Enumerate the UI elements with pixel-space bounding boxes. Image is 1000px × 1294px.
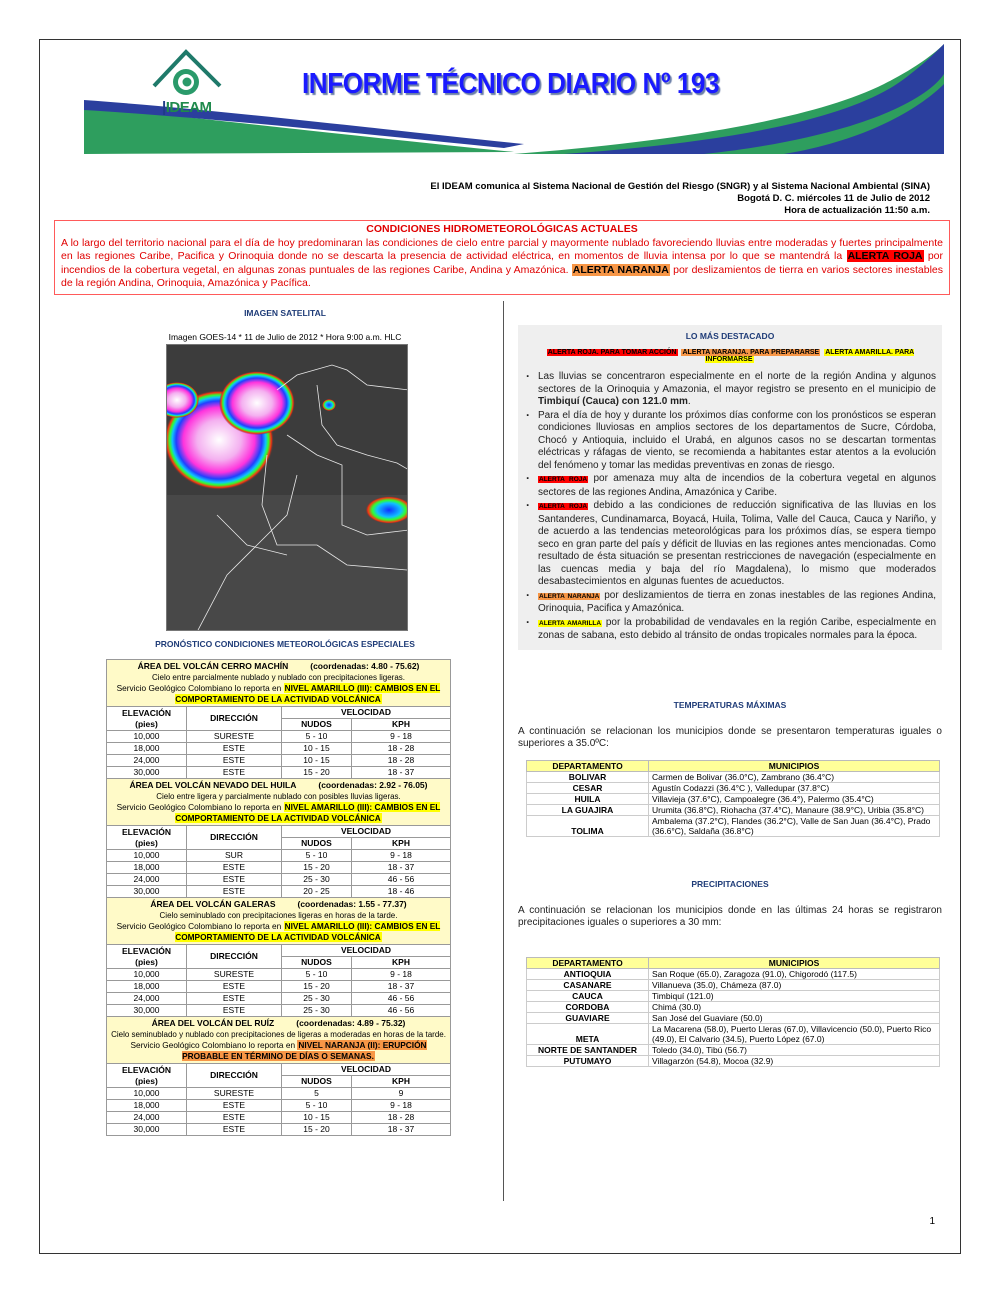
table-cell: 30,000 <box>107 1124 187 1136</box>
municipalities-cell: Ambalema (37.2°C), Flandes (36.2°C), Valle de San Juan (36.4°C), Prado (36.6°C), Saldaña (36.8°C) <box>649 815 940 836</box>
header-banner <box>84 44 944 154</box>
satellite-caption: Imagen GOES-14 * 11 de Julio de 2012 * Hora 9:00 a.m. HLC <box>168 332 402 342</box>
municipalities-cell: Agustín Codazzi (36.4°C ), Valledupar (37.8°C) <box>649 782 940 793</box>
table-row <box>107 862 451 874</box>
col-direction: DIRECCIÓN <box>187 707 282 731</box>
conditions-text-3: por deslizamientos de tierra en varios sectores inestables de la región Andina, Orinoquia, Amazónica y Pacífica. <box>61 263 943 289</box>
table-cell: 46 - 56 <box>352 874 451 886</box>
logo-text: |IDEAM <box>162 99 212 116</box>
table-row <box>107 755 451 767</box>
table-cell: 24,000 <box>107 755 187 767</box>
highlight-text: por la probabilidad de vendavales en la región Caribe, especialmente en zonas de sabana, esto debido al tránsito de ondas tropicales normales para la época. <box>538 616 937 641</box>
col-elevation-unit: (pies) <box>135 1075 158 1086</box>
table-cell: 25 - 30 <box>282 993 352 1005</box>
highlight-text: Para el día de hoy y durante los próximos días conforme con los pronósticos se esperan condiciones lluviosas en amplios sectores de los departamentos de Sucre, Córdoba, Chocó y Antioquia, incluido el Urabá, en algunos casos no se descartan tormentas eléctricas y ráfagas de viento, se recomienda a habitantes estar atentos a la evolución del fenómeno y tomar las medidas preventivas en zonas de riesgo. <box>538 409 936 471</box>
table-row <box>527 979 940 990</box>
table-row <box>527 782 940 793</box>
col-direction: DIRECCIÓN <box>187 1064 282 1088</box>
table-cell: 5 - 10 <box>282 731 352 743</box>
col-municipalities: MUNICIPIOS <box>649 957 940 968</box>
department-cell: META <box>527 1023 649 1044</box>
table-row <box>107 993 451 1005</box>
department-cell: HUILA <box>527 793 649 804</box>
table-row <box>527 968 940 979</box>
table-cell: 5 - 10 <box>282 969 352 981</box>
current-conditions-box <box>54 220 950 295</box>
col-knots: NUDOS <box>282 719 352 731</box>
col-kph: KPH <box>352 1076 451 1088</box>
volcano-header <box>107 898 451 945</box>
municipalities-cell: Urumita (36.8°C), Riohacha (37.4°C), Manaure (38.9°C), Uribia (35.8°C) <box>649 804 940 815</box>
table-cell: 30,000 <box>107 886 187 898</box>
highlight-item <box>524 590 936 616</box>
table-row <box>107 1088 451 1100</box>
col-speed: VELOCIDAD <box>282 826 451 838</box>
table-cell: 5 - 10 <box>282 850 352 862</box>
table-cell: ESTE <box>187 1124 282 1136</box>
intro-line-1: El IDEAM comunica al Sistema Nacional de Gestión del Riesgo (SNGR) y al Sistema Nacional Ambiental (SINA) <box>430 181 930 192</box>
department-cell: BOLIVAR <box>527 771 649 782</box>
volcano-sky: Cielo seminublado y nublado con precipitaciones de ligeras a moderadas en horas de la tarde. <box>111 1030 446 1039</box>
report-title: INFORME TÉCNICO DIARIO Nº 193 <box>302 68 720 100</box>
table-cell: 20 - 25 <box>282 886 352 898</box>
table-row <box>107 886 451 898</box>
highlight-text: debido a las condiciones de reducción significativa de las lluvias en los Santanderes, Cundinamarca, Boyacá, Huila, Tolima, Valle del Cauca, Cauca y Nariño, y de acuerdo a las tendencias meteorológicas para los próximos días, se espera tiempo seco en gran parte del país y déficit de lluvias en las regiones antes mencionadas. Como resultado de ésta situación se presentan restricciones de navegación (especialmente en las cuencas media y baja del río Magdalena), lo mismo que moderados desabastecimientos en algunas fuentes de acueductos. <box>538 500 936 587</box>
legend-orange: ALERTA NARANJA. PARA PREPARARSE <box>682 349 820 356</box>
table-cell: SUR <box>187 850 282 862</box>
temperatures-intro: A continuación se relacionan los municipios donde se presentaron temperaturas iguales o superiores a 35.0ºC: <box>518 725 942 749</box>
right-column <box>518 325 942 1067</box>
table-header-row <box>107 707 451 719</box>
col-kph: KPH <box>352 957 451 969</box>
col-elevation: ELEVACIÓN <box>122 826 171 837</box>
volcano-header <box>107 1017 451 1064</box>
volcano-coords: (coordenadas: 2.92 - 76.05) <box>318 780 428 790</box>
volcano-level-badge: NIVEL AMARILLO (III): CAMBIOS EN EL COMPORTAMIENTO DE LA ACTIVIDAD VOLCÁNICA <box>175 802 441 823</box>
red-alert-badge: ALERTA ROJA <box>847 250 923 262</box>
table-cell: 9 - 18 <box>352 850 451 862</box>
legend-red: ALERTA ROJA. PARA TOMAR ACCIÓN <box>547 349 677 356</box>
volcano-area: ÁREA DEL VOLCÁN NEVADO DEL HUILA <box>129 780 297 790</box>
table-cell: 9 - 18 <box>352 731 451 743</box>
volcano-forecast-table <box>106 659 451 1136</box>
table-row <box>107 969 451 981</box>
department-cell: LA GUAJIRA <box>527 804 649 815</box>
table-row <box>527 771 940 782</box>
table-cell: ESTE <box>187 874 282 886</box>
table-cell: 10 - 15 <box>282 1112 352 1124</box>
volcano-level-badge: NIVEL AMARILLO (III): CAMBIOS EN EL COMPORTAMIENTO DE LA ACTIVIDAD VOLCÁNICA <box>175 921 441 942</box>
orange-alert-badge: ALERTA NARANJA <box>572 263 669 276</box>
table-cell: 18 - 28 <box>352 1112 451 1124</box>
table-cell: 25 - 30 <box>282 874 352 886</box>
table-cell: 46 - 56 <box>352 993 451 1005</box>
table-cell: 10,000 <box>107 850 187 862</box>
volcano-header <box>107 779 451 826</box>
table-cell: 18,000 <box>107 743 187 755</box>
table-header-row <box>107 826 451 838</box>
volcano-sgc: Servicio Geológico Colombiano lo reporta en <box>116 683 284 693</box>
municipalities-cell: San José del Guaviare (50.0) <box>649 1012 940 1023</box>
municipalities-cell: Villanueva (35.0), Chámeza (87.0) <box>649 979 940 990</box>
intro-block <box>430 181 930 217</box>
conditions-text-2: por incendios de la cobertura vegetal, en algunas zonas puntuales de las regiones Caribe, Andina y Amazónica. <box>61 250 944 276</box>
table-row <box>107 981 451 993</box>
temperatures-table <box>526 760 940 837</box>
table-row <box>527 804 940 815</box>
table-cell: ESTE <box>187 755 282 767</box>
volcano-coords: (coordenadas: 4.89 - 75.32) <box>296 1018 406 1028</box>
table-header-row <box>107 1064 451 1076</box>
table-row <box>527 1055 940 1066</box>
highlights-list <box>524 371 936 643</box>
orange-alert-badge: ALERTA NARANJA <box>539 592 600 600</box>
forecast-section-title: PRONÓSTICO CONDICIONES METEOROLÓGICAS ESPECIALES <box>155 639 415 649</box>
col-knots: NUDOS <box>282 957 352 969</box>
table-row <box>107 1100 451 1112</box>
col-elevation: ELEVACIÓN <box>122 707 171 718</box>
table-row <box>107 731 451 743</box>
highlight-text: por amenaza muy alta de incendios de la cobertura vegetal en algunos sectores de las regiones Andina, Amazónica y Caribe. <box>538 473 937 498</box>
col-kph: KPH <box>352 838 451 850</box>
table-row <box>107 850 451 862</box>
col-speed: VELOCIDAD <box>282 1064 451 1076</box>
highlight-item <box>524 410 936 473</box>
table-header-row <box>107 945 451 957</box>
highlights-title: LO MÁS DESTACADO <box>685 331 775 341</box>
table-row <box>527 1023 940 1044</box>
table-cell: ESTE <box>187 1005 282 1017</box>
table-cell: 10,000 <box>107 1088 187 1100</box>
table-cell: 10,000 <box>107 969 187 981</box>
table-cell: 18 - 37 <box>352 981 451 993</box>
table-cell: SURESTE <box>187 1088 282 1100</box>
table-cell: 18,000 <box>107 981 187 993</box>
table-cell: 18 - 37 <box>352 767 451 779</box>
table-cell: 18 - 37 <box>352 1124 451 1136</box>
volcano-area: ÁREA DEL VOLCÁN CERRO MACHÍN <box>137 661 289 671</box>
table-cell: 15 - 20 <box>282 981 352 993</box>
department-cell: NORTE DE SANTANDER <box>527 1044 649 1055</box>
highlight-item <box>524 500 936 589</box>
col-kph: KPH <box>352 719 451 731</box>
temperatures-section-title: TEMPERATURAS MÁXIMAS <box>673 699 787 710</box>
table-cell: ESTE <box>187 1100 282 1112</box>
col-elevation: ELEVACIÓN <box>122 945 171 956</box>
volcano-area: ÁREA DEL VOLCÁN DEL RUÍZ <box>151 1018 275 1028</box>
table-cell: 18 - 28 <box>352 743 451 755</box>
table-row <box>527 1044 940 1055</box>
table-row <box>107 743 451 755</box>
volcano-area: ÁREA DEL VOLCÁN GALERAS <box>150 899 276 909</box>
table-cell: ESTE <box>187 862 282 874</box>
table-cell: 15 - 20 <box>282 862 352 874</box>
table-row <box>107 1112 451 1124</box>
conditions-title: CONDICIONES HIDROMETEOROLÓGICAS ACTUALES <box>366 223 638 235</box>
volcano-coords: (coordenadas: 4.80 - 75.62) <box>310 661 420 671</box>
table-cell: 18 - 37 <box>352 862 451 874</box>
volcano-sky: Cielo entre ligera y parcialmente nublado con posibles lluvias ligeras. <box>156 792 401 801</box>
table-cell: SURESTE <box>187 731 282 743</box>
highlights-box <box>518 325 942 650</box>
left-column <box>100 308 470 1136</box>
table-cell: 18 - 46 <box>352 886 451 898</box>
satellite-section-title: IMAGEN SATELITAL <box>244 308 326 318</box>
col-direction: DIRECCIÓN <box>187 826 282 850</box>
municipalities-cell: San Roque (65.0), Zaragoza (91.0), Chigorodó (117.5) <box>649 968 940 979</box>
municipalities-cell: Toledo (34.0), Tibú (56.7) <box>649 1044 940 1055</box>
col-department: DEPARTAMENTO <box>527 957 649 968</box>
municipalities-cell: Chimá (30.0) <box>649 1001 940 1012</box>
municipalities-cell: La Macarena (58.0), Puerto Lleras (67.0), Villavicencio (50.0), Puerto Rico (49.0), El Calvario (34.5), Puerto López (67.0) <box>649 1023 940 1044</box>
volcano-coords: (coordenadas: 1.55 - 77.37) <box>297 899 407 909</box>
table-row <box>527 793 940 804</box>
highlight-item: · Las lluvias se concentraron especialmente en el norte de la región Andina y algunos sectores de la Orinoquia y Amazonia, el mayor registro se presento en el municipio de Timbiquí (Cauca) con 121.0 mm. <box>524 371 936 409</box>
highlight-item <box>524 473 936 499</box>
col-direction: DIRECCIÓN <box>187 945 282 969</box>
volcano-sky: Cielo seminublado con precipitaciones ligeras en horas de la tarde. <box>159 911 398 920</box>
table-cell: 5 <box>282 1088 352 1100</box>
table-cell: ESTE <box>187 981 282 993</box>
department-cell: CASANARE <box>527 979 649 990</box>
volcano-level-badge: NIVEL NARANJA (II): ERUPCIÓN PROBABLE EN TÉRMINO DE DÍAS O SEMANAS. <box>182 1040 427 1061</box>
table-cell: ESTE <box>187 767 282 779</box>
logo-label: IDEAM <box>165 99 212 116</box>
table-cell: ESTE <box>187 993 282 1005</box>
table-cell: 46 - 56 <box>352 1005 451 1017</box>
col-speed: VELOCIDAD <box>282 945 451 957</box>
col-knots: NUDOS <box>282 838 352 850</box>
municipalities-cell: Timbiquí (121.0) <box>649 990 940 1001</box>
table-row <box>107 874 451 886</box>
department-cell: TOLIMA <box>527 815 649 836</box>
col-department: DEPARTAMENTO <box>527 760 649 771</box>
volcano-header <box>107 660 451 707</box>
satellite-map-graphic <box>167 345 408 631</box>
update-time: Hora de actualización 11:50 a.m. <box>784 205 930 216</box>
table-cell: 15 - 20 <box>282 1124 352 1136</box>
col-elevation-unit: (pies) <box>135 718 158 729</box>
col-municipalities: MUNICIPIOS <box>649 760 940 771</box>
precipitation-intro: A continuación se relacionan los municipios donde en las últimas 24 horas se registraron precipitaciones iguales o superiores a 30 mm: <box>518 904 942 928</box>
table-cell: 10 - 15 <box>282 743 352 755</box>
col-elevation-unit: (pies) <box>135 837 158 848</box>
volcano-sgc: Servicio Geológico Colombiano lo reporta en <box>116 802 284 812</box>
col-knots: NUDOS <box>282 1076 352 1088</box>
satellite-image <box>166 344 408 631</box>
volcano-sky: Cielo entre parcialmente nublado y nublado con precipitaciones ligeras. <box>151 673 406 682</box>
volcano-level-badge: NIVEL AMARILLO (III): CAMBIOS EN EL COMPORTAMIENTO DE LA ACTIVIDAD VOLCÁNICA <box>175 683 441 704</box>
report-date: Bogotá D. C. miércoles 11 de Julio de 2012 <box>737 193 930 204</box>
table-cell: 9 <box>352 1088 451 1100</box>
highlight-text: por deslizamientos de tierra en zonas inestables de las regiones Andina, Orinoquia, Pacifica y Amazónica. <box>538 589 936 614</box>
yellow-alert-badge: ALERTA AMARILLA <box>539 619 602 627</box>
table-cell: 18 - 28 <box>352 755 451 767</box>
table-cell: 10,000 <box>107 731 187 743</box>
report-page <box>39 39 961 1254</box>
department-cell: CORDOBA <box>527 1001 649 1012</box>
table-cell: 18,000 <box>107 862 187 874</box>
col-speed: VELOCIDAD <box>282 707 451 719</box>
col-elevation-unit: (pies) <box>135 956 158 967</box>
table-cell: ESTE <box>187 886 282 898</box>
highlight-bold: Timbiquí (Cauca) con 121.0 mm <box>538 396 688 407</box>
table-row <box>107 767 451 779</box>
conditions-text-1: A lo largo del territorio nacional para el día de hoy predominaran las condiciones de cielo entre parcial y mayormente nublado favoreciendo lluvias entre moderadas y fuertes principalmente en las regiones Caribe, Pacifica y Orinoquia donde no se descarta la presencia de actividad eléctrica, en momentos de lluvia intensa por lo que se mantendrá la <box>61 236 943 262</box>
table-cell: ESTE <box>187 1112 282 1124</box>
column-divider <box>503 301 504 1201</box>
table-row <box>107 1124 451 1136</box>
table-cell: 30,000 <box>107 767 187 779</box>
department-cell: ANTIOQUIA <box>527 968 649 979</box>
table-cell: 9 - 18 <box>352 969 451 981</box>
department-cell: PUTUMAYO <box>527 1055 649 1066</box>
alert-legend <box>524 349 936 363</box>
table-cell: 9 - 18 <box>352 1100 451 1112</box>
table-cell: 18,000 <box>107 1100 187 1112</box>
municipalities-cell: Carmen de Bolivar (36.0°C), Zambrano (36.4°C) <box>649 771 940 782</box>
municipalities-cell: Villavieja (37.6°C), Campoalegre (36.4°), Palermo (35.4°C) <box>649 793 940 804</box>
table-row <box>527 1001 940 1012</box>
table-cell: 30,000 <box>107 1005 187 1017</box>
department-cell: CESAR <box>527 782 649 793</box>
table-row <box>527 1012 940 1023</box>
table-row <box>527 990 940 1001</box>
department-cell: CAUCA <box>527 990 649 1001</box>
table-cell: 5 - 10 <box>282 1100 352 1112</box>
table-cell: ESTE <box>187 743 282 755</box>
table-cell: SURESTE <box>187 969 282 981</box>
department-cell: GUAVIARE <box>527 1012 649 1023</box>
precipitation-table <box>526 957 940 1067</box>
precipitation-section-title: PRECIPITACIONES <box>691 878 769 889</box>
municipalities-cell: Villagarzón (54.8), Mocoa (32.9) <box>649 1055 940 1066</box>
table-cell: 24,000 <box>107 1112 187 1124</box>
page-number: 1 <box>929 1216 935 1227</box>
highlight-item <box>524 617 936 643</box>
table-cell: 24,000 <box>107 993 187 1005</box>
volcano-sgc: Servicio Geológico Colombiano lo reporta en <box>116 921 284 931</box>
table-cell: 10 - 15 <box>282 755 352 767</box>
volcano-sgc: Servicio Geológico Colombiano lo reporta en <box>130 1040 298 1050</box>
table-row <box>527 815 940 836</box>
red-alert-badge: ALERTA ROJA <box>539 503 588 510</box>
table-row <box>107 1005 451 1017</box>
table-cell: 15 - 20 <box>282 767 352 779</box>
legend-yellow: ALERTA AMARILLA. PARA INFORMARSE <box>705 349 915 363</box>
table-cell: 25 - 30 <box>282 1005 352 1017</box>
red-alert-badge: ALERTA ROJA <box>539 476 588 483</box>
conditions-text <box>61 237 943 291</box>
ideam-logo-icon <box>146 48 226 103</box>
highlight-text: Las lluvias se concentraron especialmente en el norte de la región Andina y algunos sectores de la Orinoquia y Amazonia, el mayor registro se presento en el municipio de <box>538 371 936 395</box>
col-elevation: ELEVACIÓN <box>122 1064 171 1075</box>
table-cell: 24,000 <box>107 874 187 886</box>
